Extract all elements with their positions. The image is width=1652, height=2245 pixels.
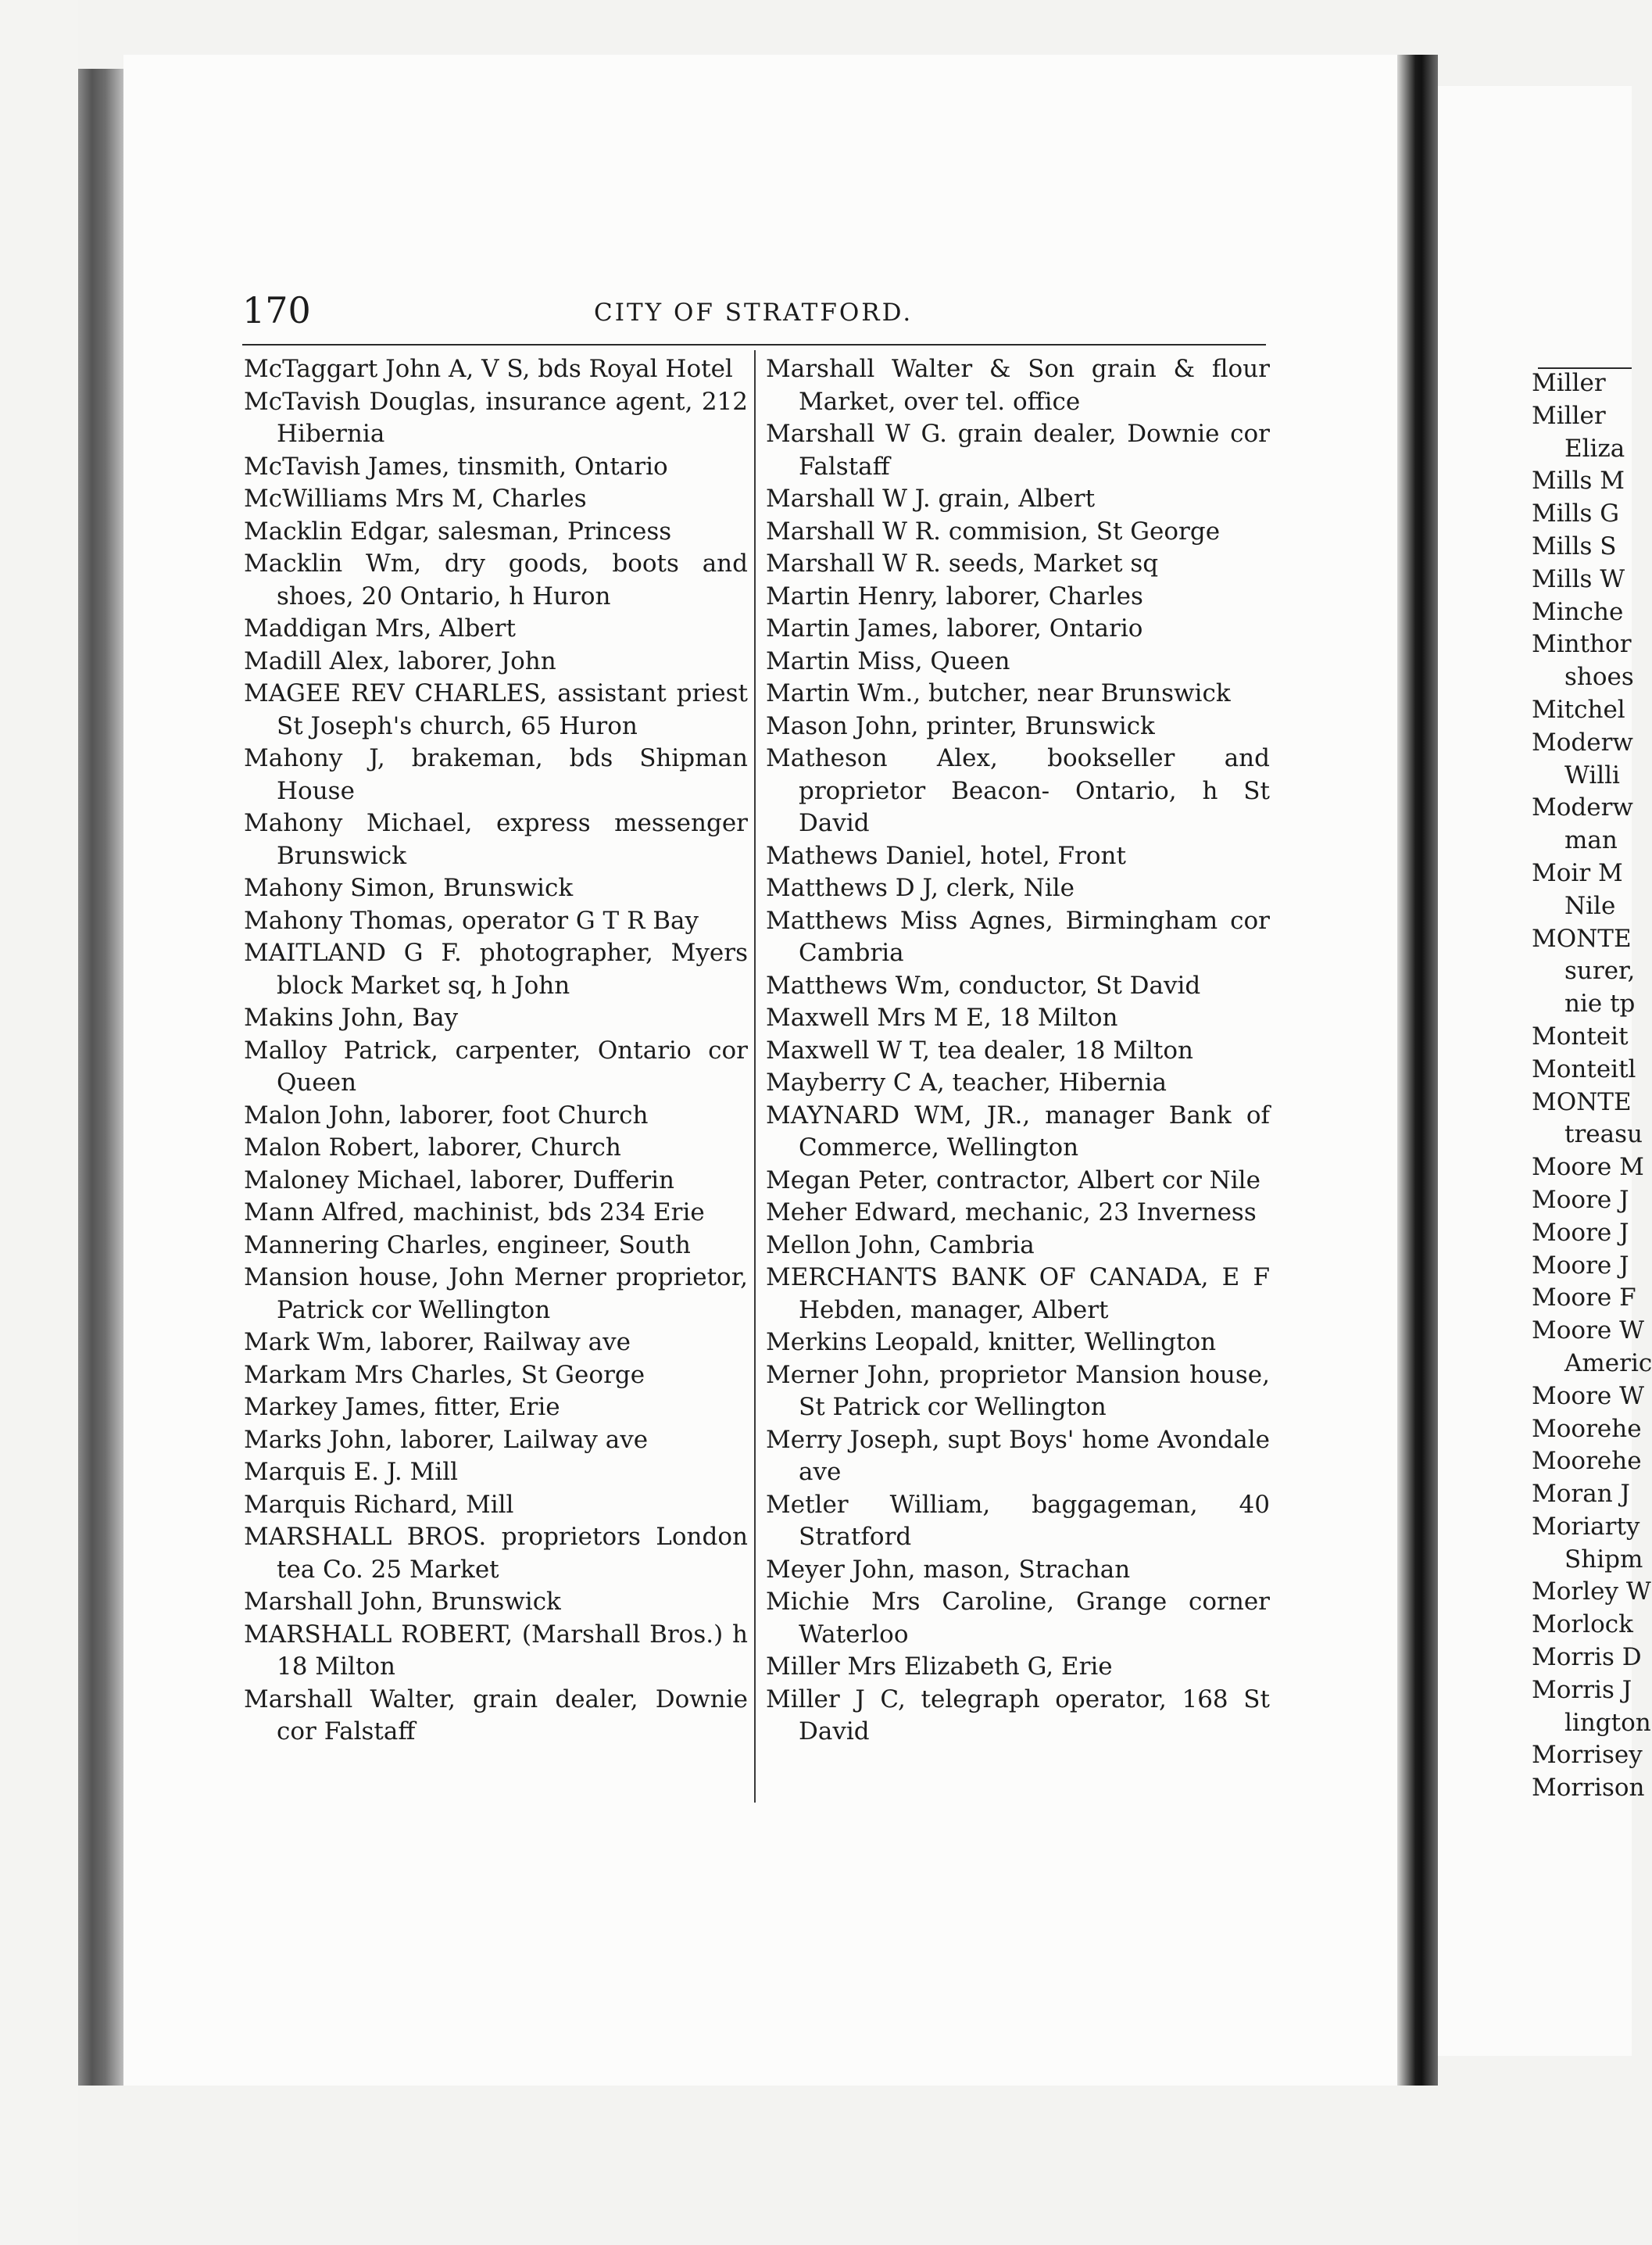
facing-page-fragment: Minche (1532, 597, 1624, 626)
facing-page-fragment: treasu (1564, 1120, 1643, 1149)
facing-page-fragment: Nile (1564, 891, 1616, 920)
directory-entry: Marshall Walter, grain dealer, Downie cor Falstaff (244, 1685, 748, 1746)
facing-page-fragment: Moderw (1532, 793, 1633, 822)
directory-entry: Matthews Miss Agnes, Birmingham cor Cambria (766, 906, 1270, 967)
directory-entry: Mark Wm, laborer, Railway ave (244, 1328, 631, 1356)
facing-page-column (1532, 367, 1652, 1805)
facing-page-fragment: Monteitl (1532, 1054, 1636, 1083)
column-divider (754, 350, 756, 1803)
directory-entry: Martin Miss, Queen (766, 646, 1010, 675)
directory-entry: Martin James, laborer, Ontario (766, 614, 1143, 643)
facing-page-fragment: man (1564, 826, 1618, 855)
page-gutter-shadow (1397, 55, 1438, 2086)
facing-page-fragment: surer, (1564, 957, 1636, 986)
facing-page-fragment: Eliza (1564, 434, 1625, 463)
header-rule (242, 344, 1266, 346)
facing-page-fragment: Moore J (1532, 1251, 1629, 1280)
directory-entry: Matheson Alex, bookseller and proprietor Beacon- Ontario, h St David (766, 744, 1270, 837)
facing-page-fragment: Mills S (1532, 532, 1617, 560)
facing-page-fragment: nie tp (1564, 990, 1636, 1019)
facing-page-fragment: Moore J (1532, 1218, 1629, 1247)
facing-page-fragment: Morris D (1532, 1643, 1642, 1672)
directory-entry: MAGEE REV CHARLES, assistant priest St Joseph's church, 65 Huron (244, 679, 748, 740)
directory-entry: Maloney Michael, laborer, Dufferin (244, 1165, 674, 1194)
facing-page-fragment: MONTE (1532, 924, 1632, 953)
facing-page-fragment: Mills G (1532, 499, 1620, 528)
directory-entry: Maxwell W T, tea dealer, 18 Milton (766, 1036, 1193, 1065)
facing-page-fragment: Miller (1532, 401, 1606, 430)
facing-page-fragment: Americ (1564, 1348, 1652, 1377)
directory-entry: Mannering Charles, engineer, South (244, 1230, 691, 1259)
directory-entry: Miller J C, telegraph operator, 168 St David (766, 1685, 1270, 1746)
directory-entry: Markam Mrs Charles, St George (244, 1360, 645, 1389)
facing-page-fragment: Morris J (1532, 1675, 1632, 1704)
facing-page-fragment: Morrisey (1532, 1741, 1643, 1770)
book-binding-edge (78, 69, 123, 2086)
directory-entry: McTaggart John A, V S, bds Royal Hotel (244, 355, 733, 383)
directory-entry: Marshall W R. seeds, Market sq (766, 550, 1159, 578)
facing-page-fragment: Moorehe (1532, 1414, 1642, 1443)
directory-entry: Marshall W G. grain dealer, Downie cor Falstaff (766, 420, 1270, 481)
directory-entry: Mahony Thomas, operator G T R Bay (244, 906, 699, 935)
directory-entry: MERCHANTS BANK OF CANADA, E F Hebden, manager, Albert (766, 1263, 1270, 1324)
directory-entry: Marquis Richard, Mill (244, 1490, 514, 1519)
facing-page-fragment: Miller (1532, 369, 1606, 397)
facing-page-fragment: Monteit (1532, 1022, 1629, 1051)
directory-entry: Mayberry C A, teacher, Hibernia (766, 1069, 1167, 1097)
directory-entry: Malloy Patrick, carpenter, Ontario cor Queen (244, 1036, 748, 1097)
directory-entry: Metler William, baggageman, 40 Stratford (766, 1490, 1270, 1551)
facing-page-fragment: Moriarty (1532, 1512, 1640, 1541)
facing-page-fragment: Mitchel (1532, 695, 1625, 724)
directory-entry: Matthews Wm, conductor, St David (766, 971, 1201, 1000)
directory-entry: Michie Mrs Caroline, Grange corner Waterloo (766, 1588, 1270, 1649)
directory-entry: Meher Edward, mechanic, 23 Inverness (766, 1198, 1257, 1226)
facing-page-fragment: Moir M (1532, 858, 1623, 887)
page-number: 170 (242, 289, 311, 331)
directory-entry: MAITLAND G F. photographer, Myers block Market sq, h John (244, 939, 748, 1000)
directory-entry: Mann Alfred, machinist, bds 234 Erie (244, 1198, 705, 1226)
directory-entry: Madill Alex, laborer, John (244, 646, 556, 675)
directory-entry: Mellon John, Cambria (766, 1230, 1035, 1259)
directory-entry: Mansion house, John Merner proprietor, Patrick cor Wellington (244, 1263, 748, 1324)
directory-entry: Maddigan Mrs, Albert (244, 614, 516, 643)
running-title: CITY OF STRATFORD. (594, 299, 914, 327)
facing-page-fragment: Mills M (1532, 467, 1625, 496)
directory-entry: McTavish James, tinsmith, Ontario (244, 452, 668, 481)
facing-page-fragment: Moderw (1532, 728, 1633, 757)
facing-page-fragment: Moorehe (1532, 1447, 1642, 1476)
directory-entry: Mahony Simon, Brunswick (244, 874, 574, 902)
directory-entry: Mahony J, brakeman, bds Shipman House (244, 744, 748, 805)
directory-entry: Meyer John, mason, Strachan (766, 1555, 1131, 1584)
directory-entry: McWilliams Mrs M, Charles (244, 485, 587, 513)
facing-page-fragment: MONTE (1532, 1087, 1632, 1116)
directory-entry: Marks John, laborer, Lailway ave (244, 1425, 649, 1454)
directory-entry: Maxwell Mrs M E, 18 Milton (766, 1004, 1118, 1032)
directory-entry: Matthews D J, clerk, Nile (766, 874, 1075, 902)
directory-entry: Marshall Walter & Son grain & flour Market, over tel. office (766, 355, 1270, 416)
directory-entry: Merkins Leopald, knitter, Wellington (766, 1328, 1217, 1356)
directory-entry: Merry Joseph, supt Boys' home Avondale ave (766, 1425, 1270, 1486)
directory-entry: Megan Peter, contractor, Albert cor Nile (766, 1165, 1260, 1194)
directory-entry: Martin Wm., butcher, near Brunswick (766, 679, 1231, 707)
directory-entry: Malon John, laborer, foot Church (244, 1101, 649, 1130)
directory-entry: Marshall John, Brunswick (244, 1588, 561, 1616)
directory-entry: Mathews Daniel, hotel, Front (766, 841, 1126, 870)
facing-page-fragment: Moran J (1532, 1480, 1630, 1509)
facing-page-fragment: Morley W (1532, 1577, 1651, 1606)
facing-page-fragment: Morrison (1532, 1774, 1645, 1803)
directory-entry: Marquis E. J. Mill (244, 1458, 459, 1486)
directory-column-left (244, 353, 748, 1749)
directory-entry: Martin Henry, laborer, Charles (766, 582, 1143, 610)
directory-entry: Markey James, fitter, Erie (244, 1393, 560, 1421)
directory-entry: Mahony Michael, express messenger Brunswick (244, 809, 748, 870)
directory-entry: McTavish Douglas, insurance agent, 212 Hibernia (244, 387, 748, 448)
directory-entry: Macklin Edgar, salesman, Princess (244, 517, 672, 546)
facing-page-fragment: Moore W (1532, 1381, 1644, 1410)
facing-page-fragment: Moore M (1532, 1153, 1644, 1182)
facing-page-fragment: Mills W (1532, 564, 1625, 593)
directory-entry: Malon Robert, laborer, Church (244, 1133, 621, 1162)
facing-page-fragment: lington (1564, 1708, 1651, 1737)
directory-entry: MARSHALL BROS. proprietors London tea Co. 25 Market (244, 1523, 748, 1584)
directory-entry: Miller Mrs Elizabeth G, Erie (766, 1652, 1113, 1681)
directory-entry: Macklin Wm, dry goods, boots and shoes, 20 Ontario, h Huron (244, 550, 748, 610)
facing-page-fragment: shoes (1564, 663, 1634, 692)
facing-page-fragment: Moore W (1532, 1316, 1644, 1345)
directory-entry: Mason John, printer, Brunswick (766, 711, 1155, 740)
directory-entry: MAYNARD WM, JR., manager Bank of Commerce, Wellington (766, 1101, 1270, 1162)
directory-entry: Merner John, proprietor Mansion house, St Patrick cor Wellington (766, 1360, 1270, 1421)
directory-entry: MARSHALL ROBERT, (Marshall Bros.) h 18 Milton (244, 1620, 748, 1681)
facing-page-fragment: Morlock (1532, 1610, 1633, 1639)
facing-page-fragment: Willi (1564, 761, 1620, 790)
facing-page-fragment: Shipm (1564, 1545, 1643, 1574)
directory-entry: Makins John, Bay (244, 1004, 459, 1032)
directory-column-right (766, 353, 1270, 1749)
directory-entry: Marshall W R. commision, St George (766, 517, 1221, 546)
facing-page-fragment: Minthor (1532, 630, 1632, 659)
scan-margin (0, 0, 78, 2245)
directory-entry: Marshall W J. grain, Albert (766, 485, 1096, 513)
facing-page-fragment: Moore J (1532, 1185, 1629, 1214)
facing-page-fragment: Moore F (1532, 1284, 1636, 1312)
